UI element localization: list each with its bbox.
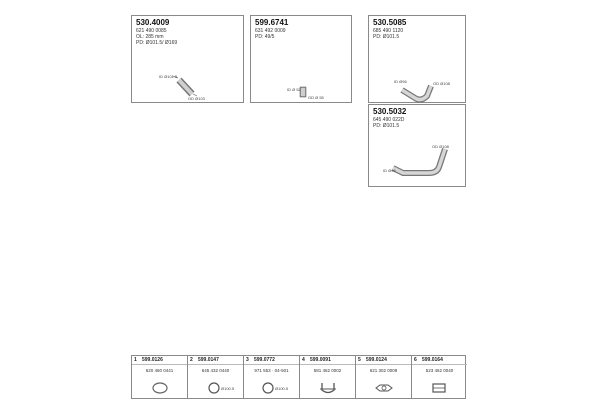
- oem-reference: 631 492 0009: [255, 28, 286, 34]
- dimension-label: ID Ø96: [394, 79, 407, 84]
- oem-reference: 621 302 0009: [369, 368, 398, 373]
- clamp-ring-icon: [244, 376, 300, 398]
- part-number: 599.0147: [198, 357, 219, 363]
- part-number: 530.4009: [136, 18, 170, 27]
- clamp-ring-icon: [188, 376, 244, 398]
- item-index: 2: [190, 357, 193, 363]
- item-index: 6: [414, 357, 417, 363]
- dimension-label: ID Ø96: [383, 168, 396, 173]
- item-index: 3: [246, 357, 249, 363]
- dimension-line: PD: Ø101.5: [373, 123, 400, 129]
- oem-reference: 685 490 1120: [373, 28, 404, 34]
- dimension-line: PD: 49/5: [255, 34, 275, 40]
- oem-reference: 971 553 · 04-501: [254, 368, 289, 373]
- accessory-cell[interactable]: [244, 356, 300, 398]
- oem-reference: 620 460 0441: [145, 368, 174, 373]
- u-bolt-icon: [300, 376, 356, 398]
- sleeve-drawing: [251, 16, 353, 104]
- part-card[interactable]: [131, 15, 244, 103]
- accessory-strip: [131, 355, 466, 399]
- accessory-cell[interactable]: [412, 356, 467, 398]
- part-number: 599.0772: [254, 357, 275, 363]
- item-index: 4: [302, 357, 305, 363]
- dimension-label: OD Ø108: [433, 81, 450, 86]
- dimension-label: ID Ø101.5: [159, 74, 178, 79]
- accessory-cell[interactable]: [356, 356, 412, 398]
- item-index: 5: [358, 357, 361, 363]
- dimension-label: OD Ø108: [432, 144, 449, 149]
- bracket-icon: [412, 376, 467, 398]
- dimension-line: OL: 285 mm: [136, 34, 164, 40]
- dimension-line: PD: Ø101.5: [373, 34, 400, 40]
- accessory-cell[interactable]: [132, 356, 188, 398]
- flange-gasket-icon: [356, 376, 412, 398]
- part-card[interactable]: [250, 15, 352, 103]
- dimension-label: OD Ø 55: [308, 95, 324, 100]
- straight-pipe-drawing: [132, 16, 245, 104]
- dimension-label: Ø100.5: [221, 386, 235, 391]
- accessory-cell[interactable]: [188, 356, 244, 398]
- oem-reference: 645 490 022D: [373, 117, 405, 123]
- dimension-line: PD: Ø101.5/ Ø169: [136, 40, 178, 46]
- part-number: 599.0124: [366, 357, 387, 363]
- oem-reference: 645 432 0440: [201, 368, 230, 373]
- part-card[interactable]: [368, 15, 466, 103]
- item-index: 1: [134, 357, 137, 363]
- oem-reference: 523 462 0040: [425, 368, 454, 373]
- clamp-icon: [132, 376, 188, 398]
- bent-pipe-drawing: [369, 16, 467, 104]
- part-number: 530.5032: [373, 107, 407, 116]
- oem-reference: 581 462 0002: [313, 368, 342, 373]
- part-number: 599.6741: [255, 18, 289, 27]
- part-number: 599.0164: [422, 357, 443, 363]
- dimension-label: ID Ø 52: [287, 87, 301, 92]
- dimension-label: Ø100.5: [275, 386, 289, 391]
- part-number: 530.5085: [373, 18, 407, 27]
- dimension-label: OD Ø103: [188, 96, 205, 101]
- part-number: 599.0126: [142, 357, 163, 363]
- part-card[interactable]: [368, 104, 466, 187]
- part-number: 599.0091: [310, 357, 331, 363]
- oem-reference: 621 490 0085: [136, 28, 167, 34]
- accessory-cell[interactable]: [300, 356, 356, 398]
- long-bent-pipe-drawing: [369, 105, 467, 188]
